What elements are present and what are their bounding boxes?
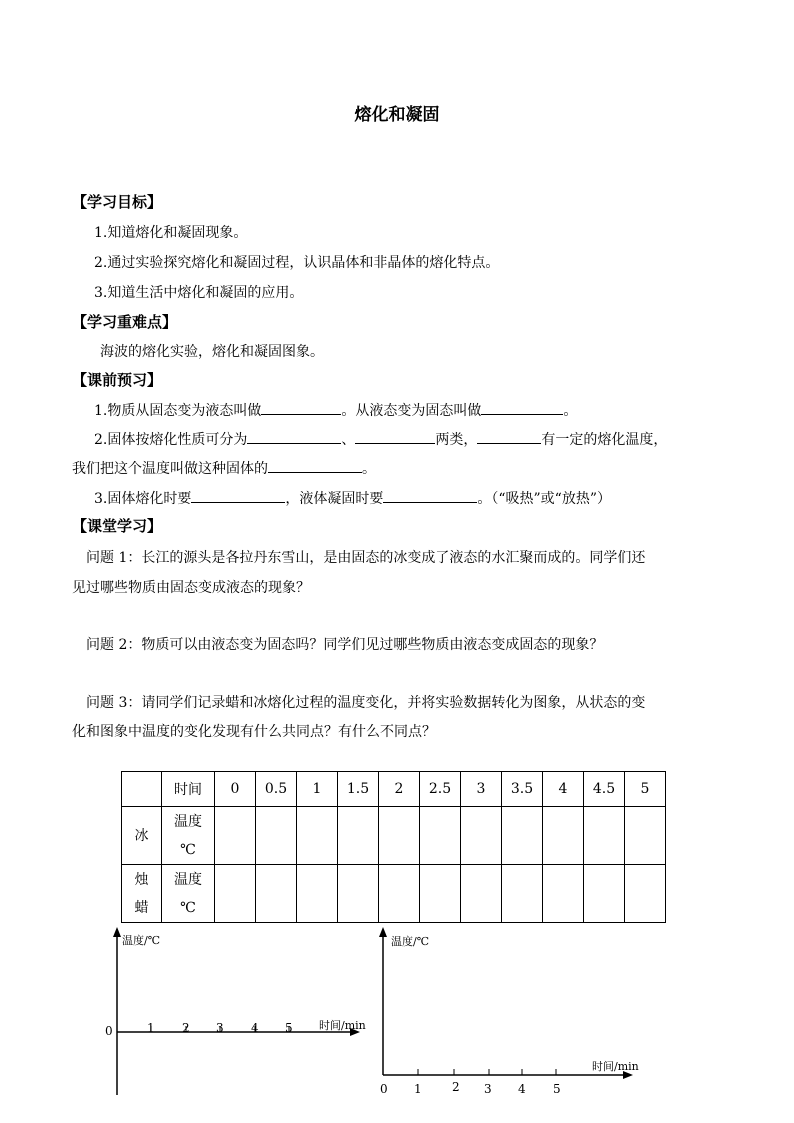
- data-entry-cell[interactable]: [338, 865, 379, 923]
- x-axis-label: 时间/min: [319, 1019, 366, 1032]
- table-row-ice: [122, 807, 666, 865]
- substance-name-char: 蜡: [134, 899, 149, 916]
- data-entry-cell[interactable]: [379, 865, 420, 923]
- temperature-label-top: 温度: [174, 871, 202, 888]
- time-header-cell: 3: [461, 772, 502, 807]
- substance-name-char: 烛: [134, 871, 149, 888]
- y-axis-arrow-icon: [113, 927, 121, 937]
- preview-q1-text-c: 。: [563, 403, 578, 419]
- time-header-cell: 1.5: [338, 772, 379, 807]
- data-entry-cell[interactable]: [379, 807, 420, 865]
- preview-question-2: [94, 429, 667, 449]
- keypoints-text: 海波的熔化实验，熔化和凝固图象。: [100, 344, 324, 360]
- data-entry-cell[interactable]: [584, 807, 625, 865]
- x-tick-label: 1: [414, 1082, 422, 1096]
- preview-question-2-cont: [72, 458, 376, 478]
- data-entry-cell[interactable]: [502, 865, 543, 923]
- time-header-cell: 1: [297, 772, 338, 807]
- preview-q3-text-a: 3.固体熔化时要: [94, 491, 192, 507]
- time-header-cell: 2: [379, 772, 420, 807]
- data-entry-cell[interactable]: [584, 865, 625, 923]
- data-entry-cell[interactable]: [420, 807, 461, 865]
- origin-label: 0: [380, 1082, 388, 1096]
- data-entry-cell[interactable]: [625, 807, 666, 865]
- y-axis-label: 温度/℃: [391, 935, 430, 948]
- question-1-line-1: 问题 1：长江的源头是各拉丹东雪山，是由固态的冰变成了液态的水汇聚而成的。同学们还: [86, 550, 646, 566]
- classroom-heading: 【课堂学习】: [72, 517, 163, 535]
- answer-blank[interactable]: [477, 429, 541, 444]
- substance-name-cell: [122, 865, 162, 923]
- objective-item-1: 1.知道熔化和凝固现象。: [94, 225, 248, 241]
- substance-name-char: 冰: [134, 827, 149, 844]
- data-entry-cell[interactable]: [215, 865, 256, 923]
- keypoints-heading: 【学习重难点】: [72, 313, 178, 331]
- data-entry-cell[interactable]: [625, 865, 666, 923]
- question-3-line-1: 问题 3：请同学们记录蜡和冰熔化过程的温度变化，并将实验数据转化为图象，从状态的变: [86, 695, 646, 711]
- y-axis-label: 温度/℃: [122, 934, 161, 947]
- preview-question-3: [94, 488, 611, 508]
- data-entry-cell[interactable]: [461, 807, 502, 865]
- preview-q2-text-b: 、: [341, 432, 356, 448]
- preview-q2-text-a: 2.固体按熔化性质可分为: [94, 432, 248, 448]
- answer-blank[interactable]: [247, 429, 341, 444]
- data-entry-cell[interactable]: [420, 865, 461, 923]
- objectives-heading: 【学习目标】: [72, 193, 163, 211]
- preview-q3-text-c: 。（“吸热”或“放热”）: [477, 491, 611, 507]
- x-tick-label: 4: [251, 1021, 259, 1035]
- time-header-cell: 0.5: [256, 772, 297, 807]
- data-entry-cell[interactable]: [502, 807, 543, 865]
- answer-blank[interactable]: [268, 458, 362, 473]
- preview-heading: 【课前预习】: [72, 371, 163, 389]
- answer-blank[interactable]: [355, 429, 435, 444]
- time-header-cell: 4: [543, 772, 584, 807]
- question-1-line-2: 见过哪些物质由固态变成液态的现象？: [72, 580, 310, 596]
- data-entry-cell[interactable]: [256, 865, 297, 923]
- time-header-cell: 4.5: [584, 772, 625, 807]
- x-tick-label: 2: [182, 1021, 190, 1035]
- time-label-cell: 时间: [162, 772, 215, 807]
- data-entry-cell[interactable]: [543, 865, 584, 923]
- objective-item-3: 3.知道生活中熔化和凝固的应用。: [94, 285, 304, 301]
- x-tick-label: 1: [147, 1021, 155, 1035]
- answer-blank[interactable]: [261, 400, 341, 415]
- substance-name-cell: [122, 807, 162, 865]
- table-corner-cell: [122, 772, 162, 807]
- data-entry-cell[interactable]: [543, 807, 584, 865]
- temperature-label-top: 温度: [174, 813, 202, 830]
- time-header-cell: 2.5: [420, 772, 461, 807]
- data-entry-cell[interactable]: [297, 807, 338, 865]
- question-3-line-2: 化和图象中温度的变化发现有什么共同点？有什么不同点？: [72, 724, 436, 740]
- answer-blank[interactable]: [481, 400, 563, 415]
- objective-item-2: 2.通过实验探究熔化和凝固过程，认识晶体和非晶体的熔化特点。: [94, 255, 500, 271]
- preview-q1-text-a: 1.物质从固态变为液态叫做: [94, 403, 262, 419]
- y-axis-arrow-icon: [379, 927, 387, 937]
- temperature-label-cell: [162, 865, 215, 923]
- origin-label: 0: [105, 1024, 113, 1038]
- temperature-label-cell: [162, 807, 215, 865]
- x-tick-label: 2: [452, 1080, 460, 1094]
- preview-q3-text-b: ，液体凝固时要: [285, 491, 384, 507]
- preview-q2-text-e: 我们把这个温度叫做这种固体的: [72, 461, 268, 477]
- preview-q1-text-b: 。从液态变为固态叫做: [341, 403, 482, 419]
- table-header-row: [122, 772, 666, 807]
- x-tick-label: 3: [484, 1082, 492, 1096]
- preview-q2-text-f: 。: [362, 461, 376, 477]
- temperature-unit: ℃: [180, 899, 196, 916]
- table-row-wax: [122, 865, 666, 923]
- x-tick-label: 4: [518, 1082, 526, 1096]
- x-tick-label: 3: [216, 1021, 224, 1035]
- time-header-cell: 3.5: [502, 772, 543, 807]
- data-entry-cell[interactable]: [461, 865, 502, 923]
- graph-left[interactable]: [100, 925, 380, 1100]
- data-entry-cell[interactable]: [297, 865, 338, 923]
- time-header-cell: 0: [215, 772, 256, 807]
- data-table: [121, 771, 666, 923]
- x-axis-label: 时间/min: [592, 1060, 639, 1073]
- answer-blank[interactable]: [191, 488, 285, 503]
- data-entry-cell[interactable]: [338, 807, 379, 865]
- x-tick-label: 5: [553, 1082, 561, 1096]
- temperature-unit: ℃: [180, 841, 196, 858]
- answer-blank[interactable]: [383, 488, 477, 503]
- question-2: 问题 2：物质可以由液态变为固态吗？同学们见过哪些物质由液态变成固态的现象？: [86, 637, 604, 653]
- preview-question-1: [94, 400, 577, 420]
- time-header-cell: 5: [625, 772, 666, 807]
- preview-q2-text-d: 有一定的熔化温度，: [541, 432, 668, 448]
- graph-right[interactable]: [370, 925, 650, 1100]
- page-title: 熔化和凝固: [354, 105, 440, 125]
- data-entry-cell[interactable]: [256, 807, 297, 865]
- data-entry-cell[interactable]: [215, 807, 256, 865]
- preview-q2-text-c: 两类，: [435, 432, 478, 448]
- x-tick-label: 5: [285, 1021, 293, 1035]
